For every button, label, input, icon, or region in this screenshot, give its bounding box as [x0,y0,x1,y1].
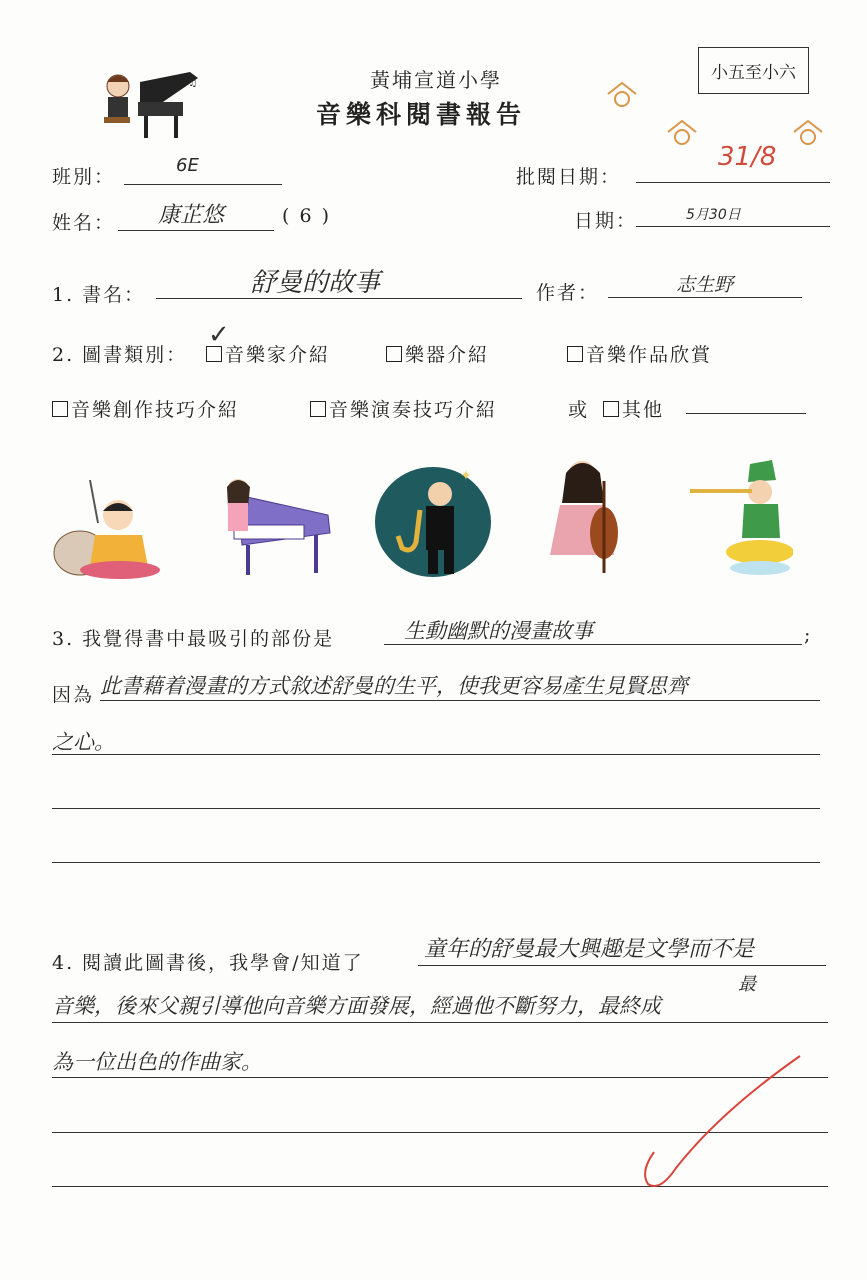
class-value: 6E [176,155,199,176]
book-title-value: 舒曼的故事 [250,268,381,298]
option-label: 音樂演奏技巧介紹 [329,399,498,421]
q3-semicolon: ; [804,624,813,646]
flute-player-illustration [688,458,793,582]
date-value: 5月30日 [686,207,741,223]
q4-answer-line-1 [418,965,826,966]
q4-answer-1: 童年的舒曼最大興趣是文學而不是 [424,937,755,962]
checkmark-icon [640,1052,810,1196]
option-performance[interactable] [310,395,497,422]
option-instrument[interactable] [386,340,489,367]
q3-reason-2: 之心。 [52,730,115,754]
name-line [118,230,274,231]
author-label: 作者： [536,282,600,304]
pianist-illustration [100,64,205,148]
checkbox[interactable] [386,346,402,362]
option-label: 樂器介紹 [405,344,490,366]
svg-text:♪♫: ♪♫ [182,78,198,89]
q4-answer-line-2 [52,1022,828,1023]
option-label: 音樂作品欣賞 [586,344,713,366]
checkbox[interactable] [52,401,68,417]
checkbox[interactable] [603,401,619,417]
q1-label: 1. 書名： [52,284,146,306]
cellist-illustration [542,453,637,582]
page-title: 音樂科閱書報告 [316,100,527,129]
option-label: 音樂創作技巧介紹 [71,399,240,421]
saxophone-player-illustration [372,462,494,584]
checkbox[interactable] [310,401,326,417]
class-label: 班別： [52,166,116,188]
q3-label: 3. 我覺得書中最吸引的部份是 [52,628,335,650]
option-other[interactable] [603,395,664,422]
or-label: 或 [568,399,590,421]
name-label: 姓名： [52,212,116,234]
q4-answer-3: 為一位出色的作曲家。 [52,1050,262,1074]
option-label: 音樂家介紹 [225,344,331,366]
q3-blank-line-2 [52,862,820,863]
q4-label: 4. 閱讀此圖書後，我學會/知道了 [52,952,364,974]
author-line [608,297,802,298]
q3-reason-1: 此書藉着漫畫的方式敘述舒曼的生平，使我更容易產生見賢思齊 [100,674,688,698]
q3-reason-line-1 [100,700,820,701]
because-label: 因為 [52,684,95,706]
grade-range-box: 小五至小六 [698,47,809,94]
q3-reason-line-2 [52,754,820,755]
class-number: ( 6 ) [282,205,331,227]
q3-blank-line-1 [52,808,820,809]
drummer-illustration [50,475,165,584]
date-line [636,226,830,227]
school-name: 黃埔宣道小學 [370,68,502,92]
author-value: 志生野 [676,274,734,296]
name-value: 康芷悠 [158,203,225,228]
stamp-icon [790,118,826,154]
svg-text:✦: ✦ [460,468,472,484]
option-label: 其他 [622,399,665,421]
review-date-line [636,182,830,183]
class-line [124,184,282,185]
stamp-icon [664,118,700,154]
checkbox[interactable] [567,346,583,362]
q4-answer-2: 音樂，後來父親引導他向音樂方面發展，經過他不斷努力，最終成 [52,994,661,1018]
q2-label: 2. 圖書類別： [52,344,188,366]
checkmark-icon: ✓ [208,320,230,350]
stamp-icon [604,80,640,116]
other-line [686,413,806,414]
review-date-label: 批閱日期： [516,166,622,188]
q4-inserted-word: 最 [738,974,756,995]
option-appreciation[interactable] [567,340,712,367]
score-mark: 31/8 [718,142,777,172]
pianist-girl-illustration [208,465,336,584]
q3-answer: 生動幽默的漫畫故事 [404,619,593,643]
option-composition[interactable] [52,395,239,422]
date-label: 日期： [574,210,638,232]
